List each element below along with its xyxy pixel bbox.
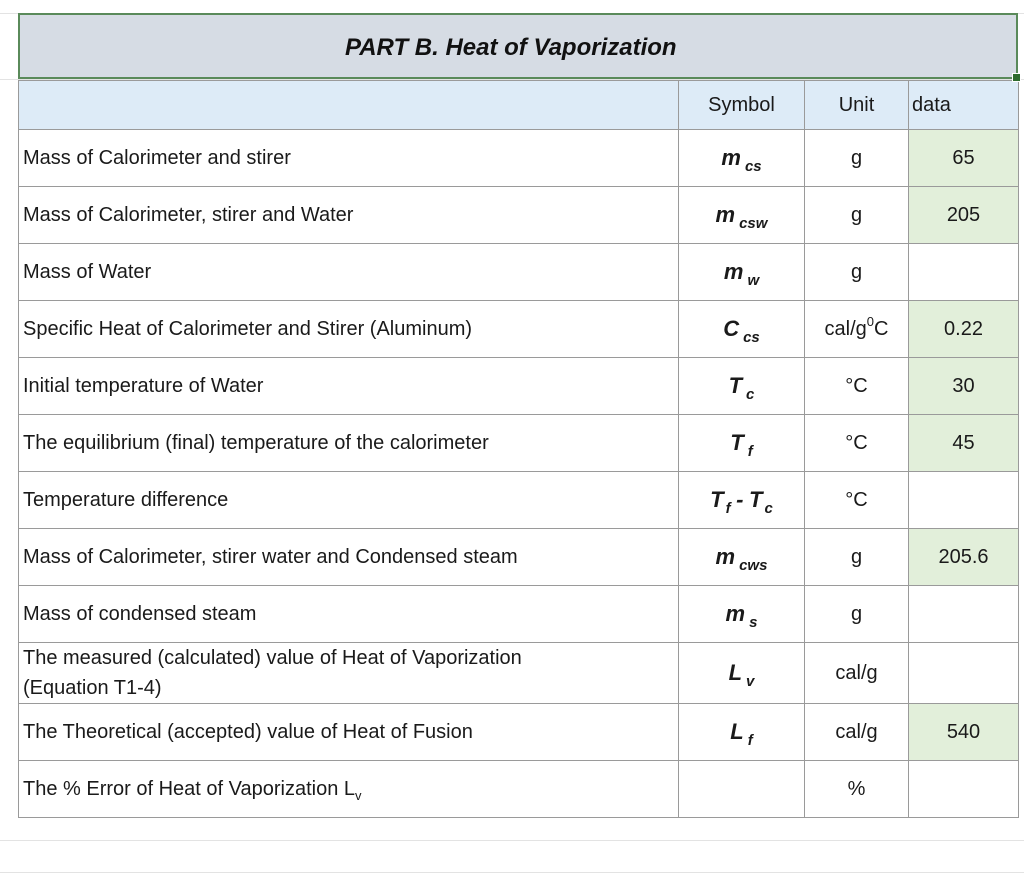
unit-cell[interactable]: g	[805, 586, 909, 643]
header-symbol-cell[interactable]: Symbol	[679, 81, 805, 130]
table-row	[19, 704, 1019, 761]
symbol-main: m	[721, 145, 741, 170]
symbol-cell[interactable]	[679, 244, 805, 301]
data-cell[interactable]: 45	[909, 415, 1019, 472]
desc-cell[interactable]: Initial temperature of Water	[19, 358, 679, 415]
fill-handle[interactable]	[1012, 73, 1021, 82]
unit-cell[interactable]: g	[805, 529, 909, 586]
symbol-subscript: f	[747, 443, 753, 460]
unit-cell[interactable]	[805, 301, 909, 358]
symbol-cell[interactable]	[679, 472, 805, 529]
table-row	[19, 301, 1019, 358]
unit-cell[interactable]: g	[805, 187, 909, 244]
desc-cell[interactable]: Temperature difference	[19, 472, 679, 529]
unit-cell[interactable]: g	[805, 130, 909, 187]
unit-cell[interactable]: cal/g	[805, 643, 909, 704]
unit-cell[interactable]: g	[805, 244, 909, 301]
unit-text-suffix: C	[874, 317, 889, 340]
symbol-main: m	[715, 202, 736, 227]
desc-cell[interactable]: Mass of Calorimeter and stirer	[19, 130, 679, 187]
data-cell[interactable]: 205	[909, 187, 1019, 244]
symbol-cell[interactable]	[679, 761, 805, 818]
symbol-subscript: c	[746, 386, 755, 403]
symbol-main: T	[710, 487, 724, 512]
symbol-main: m	[723, 259, 744, 284]
desc-line-2: (Equation T1-4)	[23, 677, 162, 699]
symbol-subscript: s	[749, 614, 758, 631]
data-cell[interactable]	[909, 761, 1019, 818]
desc-cell[interactable]: Mass of Calorimeter, stirer and Water	[19, 187, 679, 244]
data-cell[interactable]	[909, 244, 1019, 301]
symbol-main: T	[749, 487, 763, 512]
symbol-cell[interactable]	[679, 529, 805, 586]
desc-cell[interactable]: The equilibrium (final) temperature of the calorimeter	[19, 415, 679, 472]
table-row	[19, 472, 1019, 529]
data-cell[interactable]: 30	[909, 358, 1019, 415]
symbol-subscript: v	[746, 673, 755, 690]
symbol-subscript: f	[747, 732, 753, 749]
unit-superscript: 0	[866, 313, 875, 329]
desc-cell[interactable]	[19, 761, 679, 818]
data-cell[interactable]: 205.6	[909, 529, 1019, 586]
table-row	[19, 643, 1019, 704]
header-desc-cell[interactable]	[19, 81, 679, 130]
symbol-main: L	[730, 719, 744, 744]
unit-cell[interactable]: %	[805, 761, 909, 818]
table-row	[19, 187, 1019, 244]
data-cell[interactable]	[909, 472, 1019, 529]
symbol-subscript: c	[764, 500, 773, 517]
title-cell[interactable]	[18, 13, 1018, 79]
symbol-subscript: cs	[743, 329, 760, 346]
unit-text: cal/g	[824, 317, 867, 340]
symbol-minus: -	[736, 487, 744, 512]
symbol-cell[interactable]	[679, 130, 805, 187]
header-unit-cell[interactable]: Unit	[805, 81, 909, 130]
symbol-cell[interactable]	[679, 415, 805, 472]
symbol-main: L	[728, 660, 743, 685]
desc-cell[interactable]: Mass of condensed steam	[19, 586, 679, 643]
desc-cell[interactable]: Mass of Calorimeter, stirer water and Condensed steam	[19, 529, 679, 586]
desc-cell[interactable]: The Theoretical (accepted) value of Heat of Fusion	[19, 704, 679, 761]
symbol-main: T	[728, 373, 743, 398]
desc-subscript: v	[355, 787, 362, 803]
desc-cell[interactable]: Specific Heat of Calorimeter and Stirer (Aluminum)	[19, 301, 679, 358]
symbol-main: m	[725, 601, 746, 626]
data-cell[interactable]	[909, 643, 1019, 704]
data-table	[18, 80, 1019, 818]
unit-cell[interactable]: °C	[805, 472, 909, 529]
header-row	[19, 81, 1019, 130]
data-cell[interactable]: 540	[909, 704, 1019, 761]
unit-cell[interactable]: °C	[805, 415, 909, 472]
table-row	[19, 244, 1019, 301]
symbol-subscript: f	[725, 500, 731, 517]
symbol-cell[interactable]	[679, 586, 805, 643]
symbol-subscript: w	[747, 272, 760, 289]
symbol-subscript: cws	[739, 557, 768, 574]
data-cell[interactable]: 0.22	[909, 301, 1019, 358]
symbol-subscript: cs	[744, 158, 762, 175]
symbol-cell[interactable]	[679, 704, 805, 761]
symbol-main: C	[723, 316, 740, 341]
table-row	[19, 415, 1019, 472]
symbol-subscript: csw	[739, 215, 768, 232]
symbol-main: m	[715, 544, 736, 569]
desc-cell[interactable]: Mass of Water	[19, 244, 679, 301]
symbol-cell[interactable]	[679, 301, 805, 358]
table-row	[19, 761, 1019, 818]
symbol-cell[interactable]	[679, 358, 805, 415]
desc-cell[interactable]	[19, 643, 679, 704]
table-row	[19, 130, 1019, 187]
table-row	[19, 586, 1019, 643]
unit-cell[interactable]: °C	[805, 358, 909, 415]
table-row	[19, 358, 1019, 415]
desc-line-1: The measured (calculated) value of Heat of Vaporization	[23, 647, 522, 669]
data-cell[interactable]	[909, 586, 1019, 643]
symbol-main: T	[730, 430, 744, 455]
data-cell[interactable]: 65	[909, 130, 1019, 187]
desc-text: The % Error of Heat of Vaporization L	[23, 777, 356, 800]
header-data-cell[interactable]: data	[909, 81, 1019, 130]
page-title: PART B. Heat of Vaporization	[345, 34, 677, 61]
table-row	[19, 529, 1019, 586]
unit-cell[interactable]: cal/g	[805, 704, 909, 761]
symbol-cell[interactable]	[679, 643, 805, 704]
symbol-cell[interactable]	[679, 187, 805, 244]
